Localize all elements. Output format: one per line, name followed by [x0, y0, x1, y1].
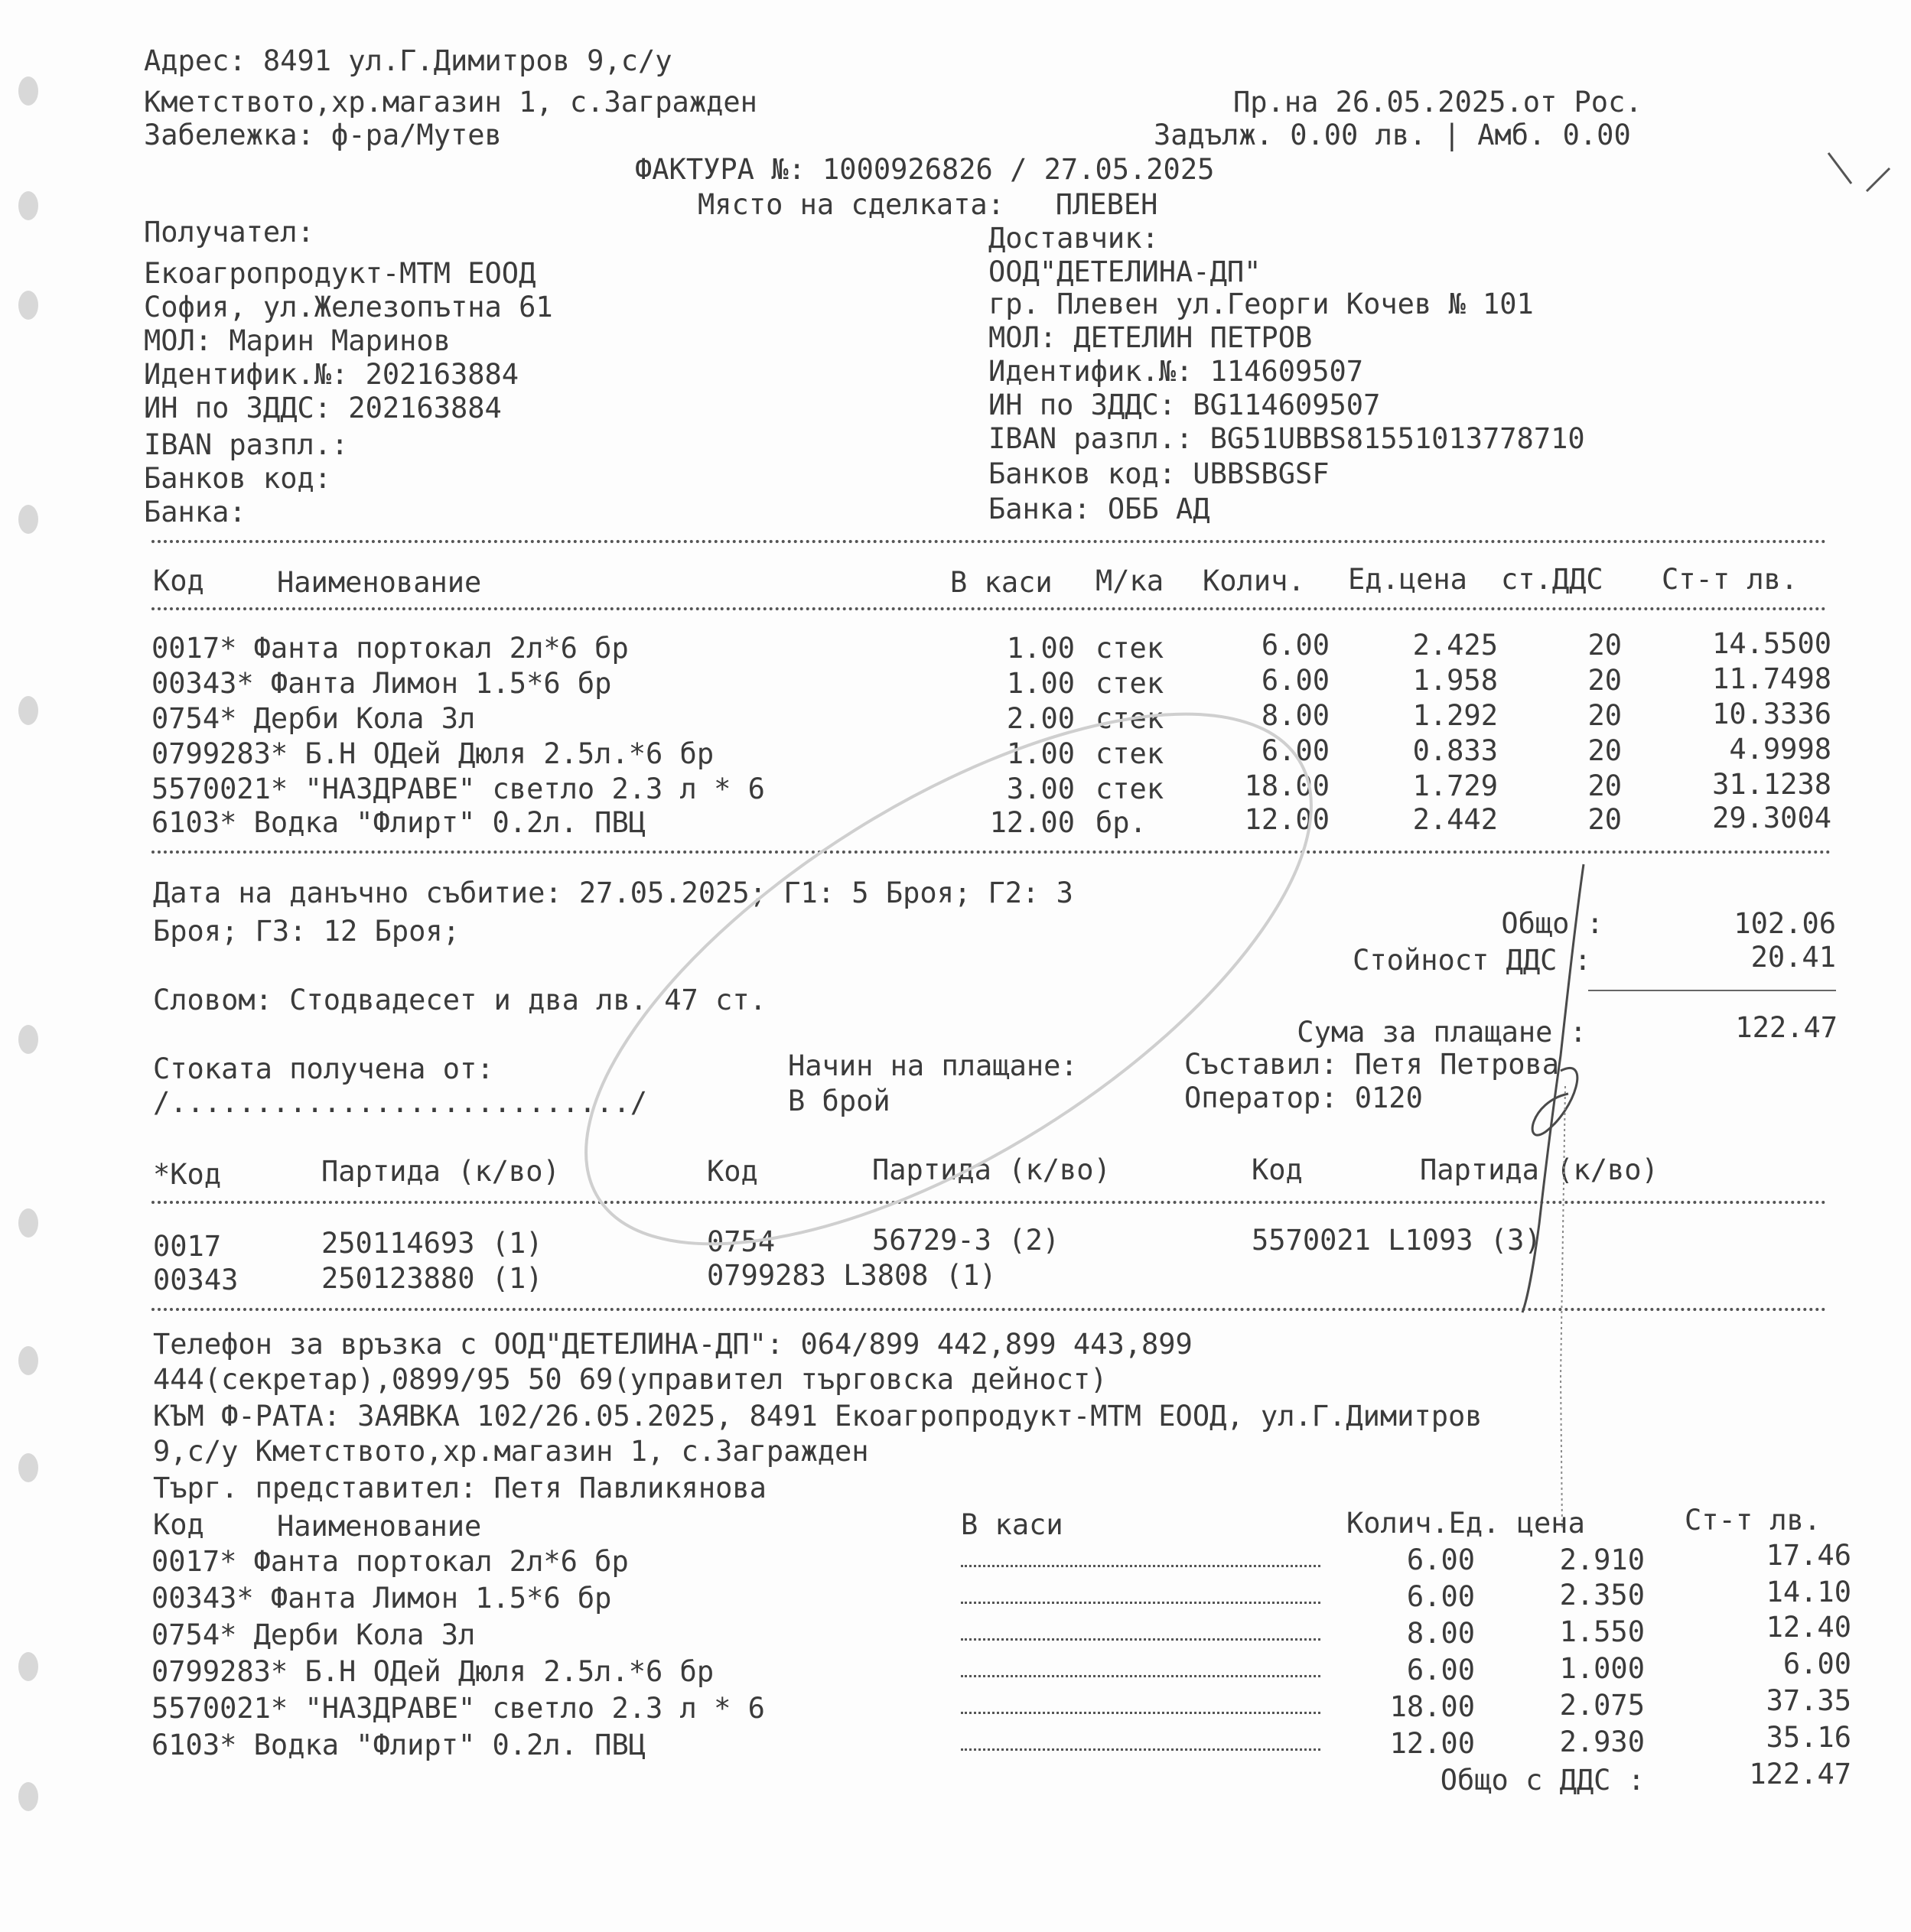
- item-price: 1.292: [1412, 699, 1498, 732]
- item-price: 2.075: [1559, 1689, 1645, 1722]
- item-price: 2.910: [1559, 1543, 1645, 1576]
- item-qty: 8.00: [1406, 1617, 1475, 1650]
- item-unit: бр.: [1095, 806, 1147, 839]
- header-price: Ед.цена: [1348, 563, 1467, 596]
- batch-header-lot: Партида (к/во): [872, 1153, 1111, 1186]
- batch-lot: 250114693 (1): [321, 1227, 543, 1260]
- item-cases: 1.00: [1006, 632, 1075, 665]
- item-description: 6103* Водка "Флирт" 0.2л. ПВЦ: [151, 1729, 646, 1761]
- sales-rep: Търг. представител: Петя Павликянова: [153, 1472, 767, 1504]
- item-description: 0017* Фанта портокал 2л*6 бр: [151, 632, 629, 665]
- batch-code-lot: 5570021 L1093 (3): [1252, 1224, 1541, 1257]
- item-price: 2.442: [1412, 803, 1498, 836]
- batch-header-lot: Партида (к/во): [1420, 1153, 1659, 1186]
- header-name: Наименование: [277, 566, 482, 599]
- recipient-heading: Получател:: [144, 216, 314, 249]
- item-unit: стек: [1095, 772, 1164, 805]
- header-unit: М/ка: [1095, 564, 1164, 597]
- header-cases: В каси: [950, 566, 1053, 599]
- payment-method-value: В брой: [788, 1085, 890, 1117]
- contact-phone-line-2: 444(секретар),0899/95 50 69(управител търговска дейност): [153, 1363, 1108, 1396]
- supplier-iban: IBAN разпл.: BG51UBBS81551013778710: [988, 422, 1585, 455]
- recipient-iban: IBAN разпл.:: [144, 428, 349, 461]
- batch-code: 0017: [153, 1230, 222, 1263]
- item-cases: 1.00: [1006, 667, 1075, 700]
- header-vat: ст.ДДС: [1501, 563, 1603, 596]
- item-description: 0799283* Б.Н ОДей Дюля 2.5л.*6 бр: [151, 737, 715, 770]
- header-code: Код: [153, 1508, 204, 1541]
- amount-in-words: Словом: Стодвадесет и два лв. 47 ст.: [153, 984, 767, 1016]
- contact-phone-line: Телефон за връзка с ООД"ДЕТЕЛИНА-ДП": 064/899 442,899 443,899: [153, 1328, 1193, 1361]
- item-qty: 18.00: [1244, 769, 1330, 802]
- vat-total-value: 20.41: [1750, 941, 1836, 974]
- batch-header-code: Код: [1252, 1153, 1303, 1186]
- item-price: 1.000: [1559, 1652, 1645, 1685]
- item-vat: 20: [1587, 734, 1622, 767]
- item-total: 14.10: [1766, 1576, 1851, 1608]
- item-total: 37.35: [1766, 1684, 1851, 1717]
- item-cases: 3.00: [1006, 772, 1075, 805]
- item-description: 0754* Дерби Кола 3л: [151, 702, 476, 735]
- item-price: 1.729: [1412, 769, 1498, 802]
- batch-header-lot: Партида (к/во): [321, 1155, 560, 1188]
- batch-lot: 250123880 (1): [321, 1262, 543, 1295]
- item-description: 5570021* "НАЗДРАВЕ" светло 2.3 л * 6: [151, 1692, 765, 1725]
- item-qty: 18.00: [1389, 1690, 1475, 1723]
- amount-due-value: 122.47: [1735, 1011, 1838, 1044]
- item-unit: стек: [1095, 632, 1164, 665]
- item-total: 10.3336: [1712, 698, 1831, 730]
- location-line: Кметството,хр.магазин 1, с.Заграждeн: [144, 86, 757, 119]
- item-qty: 6.00: [1406, 1543, 1475, 1576]
- item-description: 00343* Фанта Лимон 1.5*6 бр: [151, 1582, 612, 1615]
- item-total: 29.3004: [1712, 802, 1831, 834]
- item-vat: 20: [1587, 664, 1622, 697]
- item-total: 4.9998: [1729, 733, 1831, 766]
- item-vat: 20: [1587, 629, 1622, 662]
- recipient-id: Идентифик.№: 202163884: [144, 358, 519, 391]
- item-total: 31.1238: [1712, 768, 1831, 801]
- header-qty-price: Колич.Ед. цена: [1346, 1507, 1585, 1540]
- supplier-bank-code: Банков код: UBBSBGSF: [988, 457, 1330, 490]
- supplier-address: гр. Плевен ул.Георги Кочев № 101: [988, 288, 1534, 320]
- item-price: 0.833: [1412, 734, 1498, 767]
- recipient-name: Екоагропродукт-МТМ ЕООД: [144, 257, 536, 290]
- header-cases: В каси: [961, 1508, 1063, 1541]
- item-total: 11.7498: [1712, 662, 1831, 695]
- recipient-bank: Банка:: [144, 496, 246, 529]
- tax-event-line: Дата на данъчно събитие: 27.05.2025; Г1: 5 Броя; Г2: 3: [153, 877, 1073, 909]
- batch-header-code: *Код: [153, 1158, 222, 1191]
- note-line: Забележка: ф-ра/Мутев: [144, 119, 502, 151]
- recipient-address: София, ул.Железопътна 61: [144, 291, 553, 324]
- supplier-heading: Доставчик:: [988, 222, 1159, 255]
- header-code: Код: [153, 564, 204, 597]
- supplier-mol: МОЛ: ДЕТЕЛИН ПЕТРОВ: [988, 321, 1313, 354]
- item-unit: стек: [1095, 667, 1164, 700]
- amount-due-label: Сума за плащане :: [1297, 1016, 1587, 1049]
- tax-event-line-2: Броя; Г3: 12 Броя;: [153, 915, 460, 948]
- recipient-mol: МОЛ: Марин Маринов: [144, 324, 451, 357]
- header-name: Наименование: [277, 1510, 482, 1543]
- item-price: 2.930: [1559, 1725, 1645, 1758]
- item-price: 2.425: [1412, 629, 1498, 662]
- item-total: 17.46: [1766, 1539, 1851, 1572]
- item-qty: 6.00: [1261, 734, 1330, 767]
- item-qty: 8.00: [1261, 699, 1330, 732]
- grand-total-value: 122.47: [1749, 1758, 1851, 1791]
- grand-total-label: Общо с ДДС :: [1440, 1764, 1645, 1797]
- item-qty: 12.00: [1389, 1727, 1475, 1760]
- item-total: 35.16: [1766, 1721, 1851, 1754]
- header-qty: Колич.: [1203, 564, 1305, 597]
- item-price: 1.550: [1559, 1615, 1645, 1648]
- received-label: Стоката получена от:: [153, 1052, 494, 1085]
- item-qty: 6.00: [1261, 629, 1330, 662]
- item-unit: стек: [1095, 702, 1164, 735]
- supplier-id: Идентифик.№: 114609507: [988, 355, 1364, 388]
- item-description: 5570021* "НАЗДРАВЕ" светло 2.3 л * 6: [151, 772, 765, 805]
- batch-code: 00343: [153, 1264, 239, 1296]
- item-total: 12.40: [1766, 1611, 1851, 1644]
- header-total: Ст-т лв.: [1685, 1504, 1821, 1537]
- operator: Оператор: 0120: [1184, 1081, 1423, 1114]
- batch-header-code: Код: [707, 1155, 758, 1188]
- debt-line: Задълж. 0.00 лв. | Амб. 0.00: [1154, 119, 1631, 151]
- order-reference-line: КЪМ Ф-РАТА: ЗАЯВКА 102/26.05.2025, 8491 Екоагропродукт-МТМ ЕООД, ул.Г.Димитров: [153, 1400, 1483, 1433]
- batch-code-lot: 0799283 L3808 (1): [707, 1259, 997, 1292]
- received-signature-line: /.........................../: [153, 1086, 648, 1119]
- supplier-name: ООД"ДЕТЕЛИНА-ДП": [988, 255, 1262, 288]
- item-description: 00343* Фанта Лимон 1.5*6 бр: [151, 667, 612, 700]
- supplier-bank: Банка: ОББ АД: [988, 493, 1210, 525]
- item-description: 0017* Фанта портокал 2л*6 бр: [151, 1545, 629, 1578]
- item-description: 6103* Водка "Флирт" 0.2л. ПВЦ: [151, 806, 646, 839]
- payment-method-label: Начин на плащане:: [788, 1049, 1078, 1082]
- address-line: Адрес: 8491 ул.Г.Димитров 9,с/у: [144, 44, 672, 77]
- item-vat: 20: [1587, 803, 1622, 836]
- batch-lot: 56729-3 (2): [872, 1224, 1060, 1257]
- compiled-by: Съставил: Петя Петрова: [1184, 1048, 1560, 1081]
- item-qty: 6.00: [1406, 1580, 1475, 1613]
- recipient-bank-code: Банков код:: [144, 462, 332, 495]
- header-total: Ст-т лв.: [1662, 563, 1799, 596]
- item-price: 1.958: [1412, 664, 1498, 697]
- item-price: 2.350: [1559, 1579, 1645, 1612]
- deal-place: Място на сделката: ПЛЕВЕН: [698, 188, 1158, 221]
- item-total: 6.00: [1782, 1647, 1851, 1680]
- item-unit: стек: [1095, 737, 1164, 770]
- item-description: 0799283* Б.Н ОДей Дюля 2.5л.*6 бр: [151, 1655, 715, 1688]
- item-cases: 1.00: [1006, 737, 1075, 770]
- vat-total-label: Стойност ДДС :: [1353, 944, 1591, 977]
- invoice-title: ФАКТУРА №: 1000926826 / 27.05.2025: [635, 153, 1215, 186]
- item-cases: 12.00: [989, 806, 1075, 839]
- item-cases: 2.00: [1006, 702, 1075, 735]
- subtotal-label: Общо :: [1501, 907, 1603, 940]
- item-description: 0754* Дерби Кола 3л: [151, 1618, 476, 1651]
- supplier-vat: ИН по ЗДДС: BG114609507: [988, 389, 1381, 421]
- item-qty: 6.00: [1406, 1654, 1475, 1686]
- item-vat: 20: [1587, 699, 1622, 732]
- recipient-vat: ИН по ЗДДС: 202163884: [144, 392, 502, 424]
- batch-code: 0754: [707, 1225, 776, 1258]
- item-vat: 20: [1587, 769, 1622, 802]
- subtotal-value: 102.06: [1734, 907, 1836, 940]
- order-reference-line-2: 9,с/у Кметството,хр.магазин 1, с.Заграждeн: [153, 1435, 869, 1468]
- item-total: 14.5500: [1712, 627, 1831, 660]
- order-reference: Пр.на 26.05.2025.от Рос.: [1233, 86, 1642, 119]
- item-qty: 6.00: [1261, 664, 1330, 697]
- item-qty: 12.00: [1244, 803, 1330, 836]
